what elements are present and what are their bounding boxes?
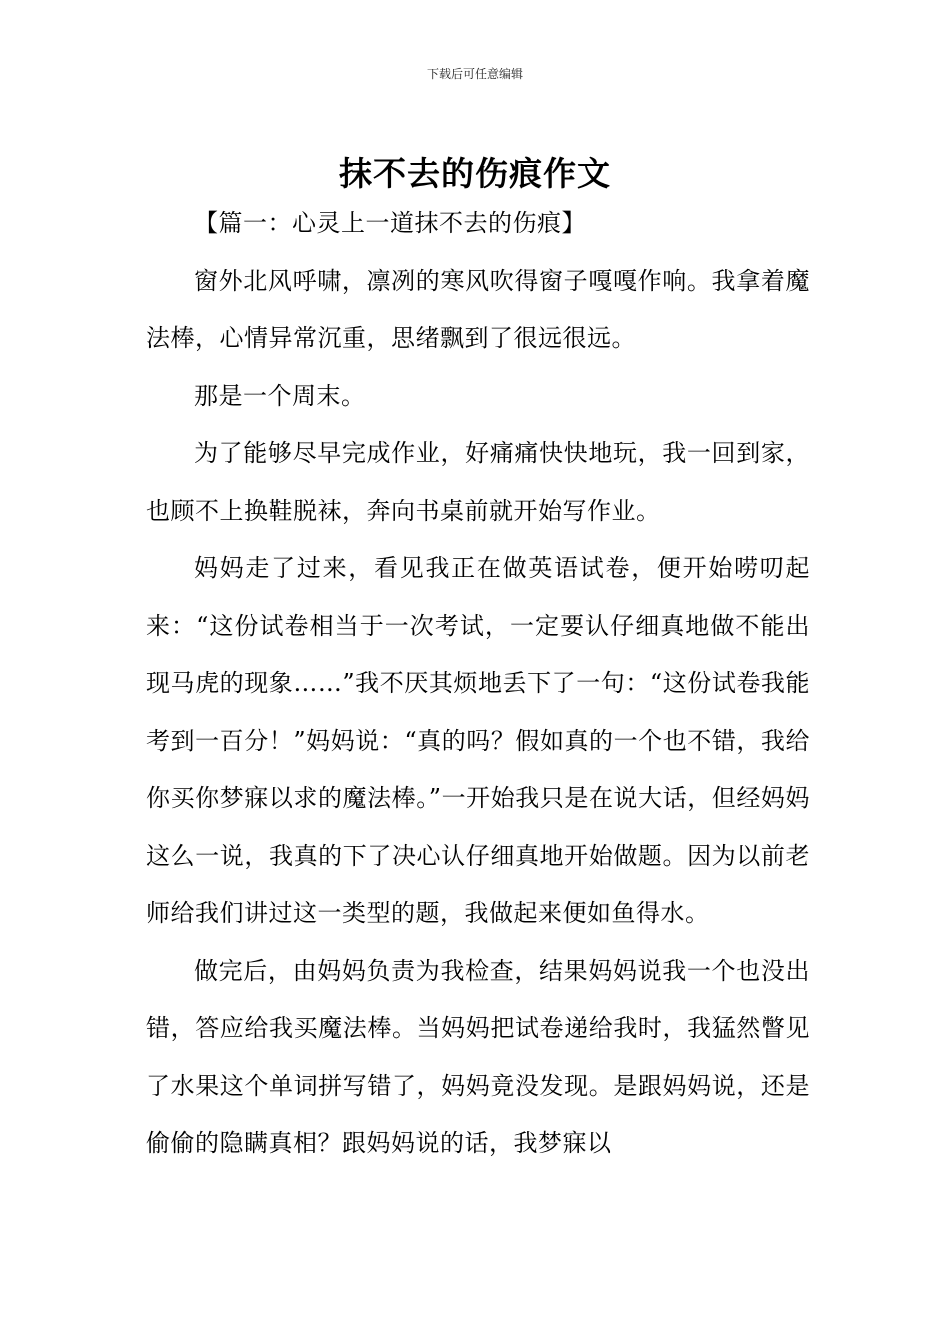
document-title: 抹不去的伤痕作文 — [339, 154, 611, 194]
paragraph: 窗外北风呼啸，凛冽的寒风吹得窗子嘎嘎作响。我拿着魔法棒，心情异常沉重，思绪飘到了很远很远。 — [146, 266, 810, 352]
paragraph: 那是一个周末。 — [194, 381, 366, 410]
document-body — [146, 195, 810, 1173]
paragraph: 做完后，由妈妈负责为我检查，结果妈妈说我一个也没出错，答应给我买魔法棒。当妈妈把试卷递给我时，我猛然瞥见了水果这个单词拼写错了，妈妈竟没发现。是跟妈妈说，还是偷偷的隐瞒真相？跟妈妈说的话，我梦寐以 — [146, 956, 810, 1157]
header-note: 下载后可任意编辑 — [426, 67, 523, 81]
paragraph: 为了能够尽早完成作业，好痛痛快快地玩，我一回到家，也顾不上换鞋脱袜，奔向书桌前就开始写作业。 — [146, 439, 810, 525]
paragraph: 妈妈走了过来，看见我正在做英语试卷，便开始唠叨起来：“这份试卷相当于一次考试，一定要认仔细真地做不能出现马虎的现象……”我不厌其烦地丢下了一句：“这份试卷我能考到一百分！”妈妈说：“真的吗？假如真的一个也不错，我给你买你梦寐以求的魔法棒。”一开始我只是在说大话，但经妈妈这么一说，我真的下了决心认仔细真地开始做题。因为以前老师给我们讲过这一类型的题，我做起来便如鱼得水。 — [146, 554, 810, 927]
section-heading: 【篇一：心灵上一道抹不去的伤痕】 — [194, 209, 586, 237]
